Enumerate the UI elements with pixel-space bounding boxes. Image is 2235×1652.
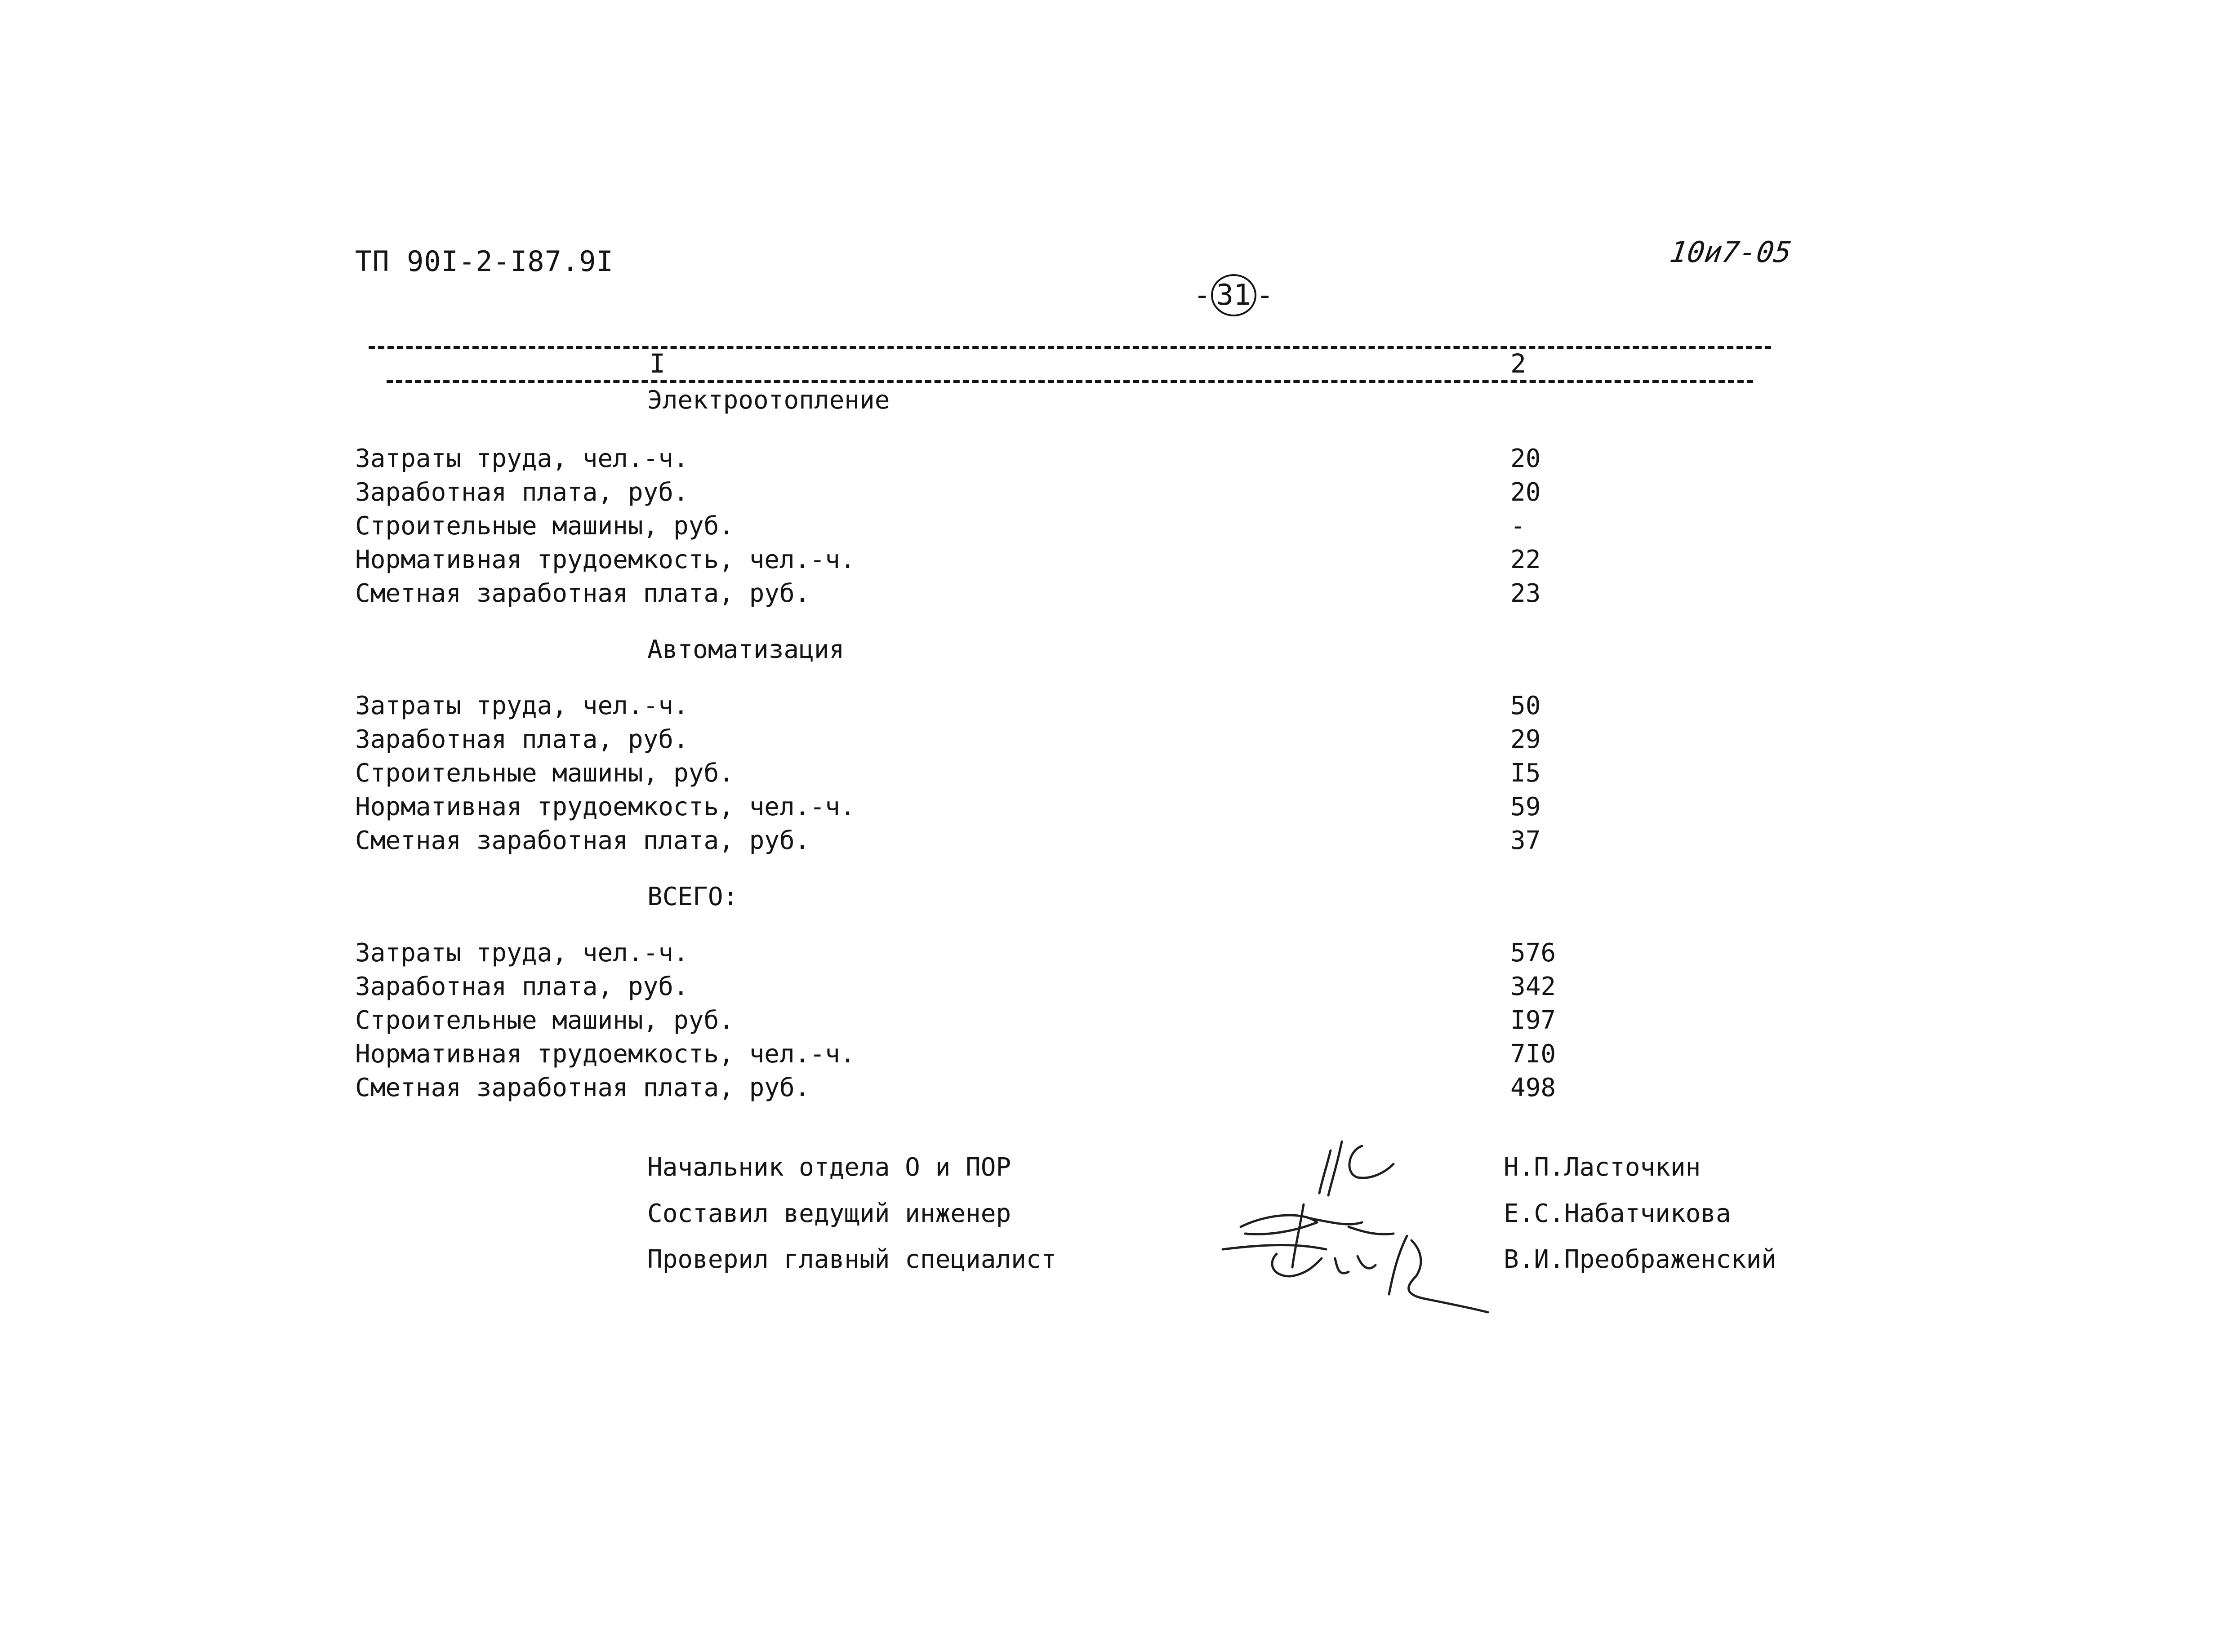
row-value: 20 <box>1510 444 1541 473</box>
column-header-2: 2 <box>1510 348 1526 379</box>
section-title-automation: Автоматизация <box>647 635 845 664</box>
row-value: 37 <box>1510 826 1541 855</box>
row-label: Сметная заработная плата, руб. <box>355 1073 810 1102</box>
row-value: 342 <box>1510 972 1556 1001</box>
section-title-electric-heating: Электроотопление <box>647 386 890 415</box>
signature-role-head: Начальник отдела О и ПОР <box>647 1153 1011 1182</box>
row-label: Затраты труда, чел.-ч. <box>355 444 689 473</box>
row-label: Сметная заработная плата, руб. <box>355 579 810 608</box>
row-value: 576 <box>1510 938 1556 968</box>
row-value: 23 <box>1510 579 1541 608</box>
row-value: I97 <box>1510 1006 1556 1035</box>
row-label: Нормативная трудоемкость, чел.-ч. <box>355 1039 855 1069</box>
handwritten-signatures <box>1214 1115 1528 1330</box>
row-value: 59 <box>1510 792 1541 822</box>
row-value: 7I0 <box>1510 1039 1556 1069</box>
inventory-number: 10и7-05 <box>1667 236 1794 269</box>
row-label: Сметная заработная плата, руб. <box>355 826 810 855</box>
row-label: Нормативная трудоемкость, чел.-ч. <box>355 792 855 822</box>
signature-role-checker: Проверил главный специалист <box>647 1245 1057 1274</box>
table-top-rule <box>369 346 1771 349</box>
row-label: Строительные машины, руб. <box>355 1006 734 1035</box>
signature-name-head: Н.П.Ласточкин <box>1504 1153 1701 1182</box>
table-header-rule <box>387 380 1753 383</box>
page-number: - 31 - <box>1193 274 1273 316</box>
row-label: Затраты труда, чел.-ч. <box>355 938 689 968</box>
page-number-value: 31 <box>1211 274 1256 316</box>
signature-name-checker: В.И.Преображенский <box>1504 1245 1776 1274</box>
column-header-1: I <box>650 348 665 379</box>
row-label: Строительные машины, руб. <box>355 759 734 788</box>
row-value: 22 <box>1510 545 1541 574</box>
signature-name-compiler: Е.С.Набатчикова <box>1504 1199 1731 1228</box>
row-value: 29 <box>1510 725 1541 754</box>
document-code: ТП 90I-2-I87.9I <box>355 245 614 278</box>
row-value: - <box>1510 511 1526 541</box>
row-value: I5 <box>1510 759 1541 788</box>
row-label: Затраты труда, чел.-ч. <box>355 691 689 720</box>
row-label: Заработная плата, руб. <box>355 972 689 1001</box>
row-label: Строительные машины, руб. <box>355 511 734 541</box>
row-value: 50 <box>1510 691 1541 720</box>
section-title-total: ВСЕГО: <box>647 882 739 911</box>
row-label: Заработная плата, руб. <box>355 478 689 507</box>
row-label: Нормативная трудоемкость, чел.-ч. <box>355 545 855 574</box>
row-value: 20 <box>1510 478 1541 507</box>
signature-role-compiler: Составил ведущий инженер <box>647 1199 1011 1228</box>
row-label: Заработная плата, руб. <box>355 725 689 754</box>
row-value: 498 <box>1510 1073 1556 1102</box>
